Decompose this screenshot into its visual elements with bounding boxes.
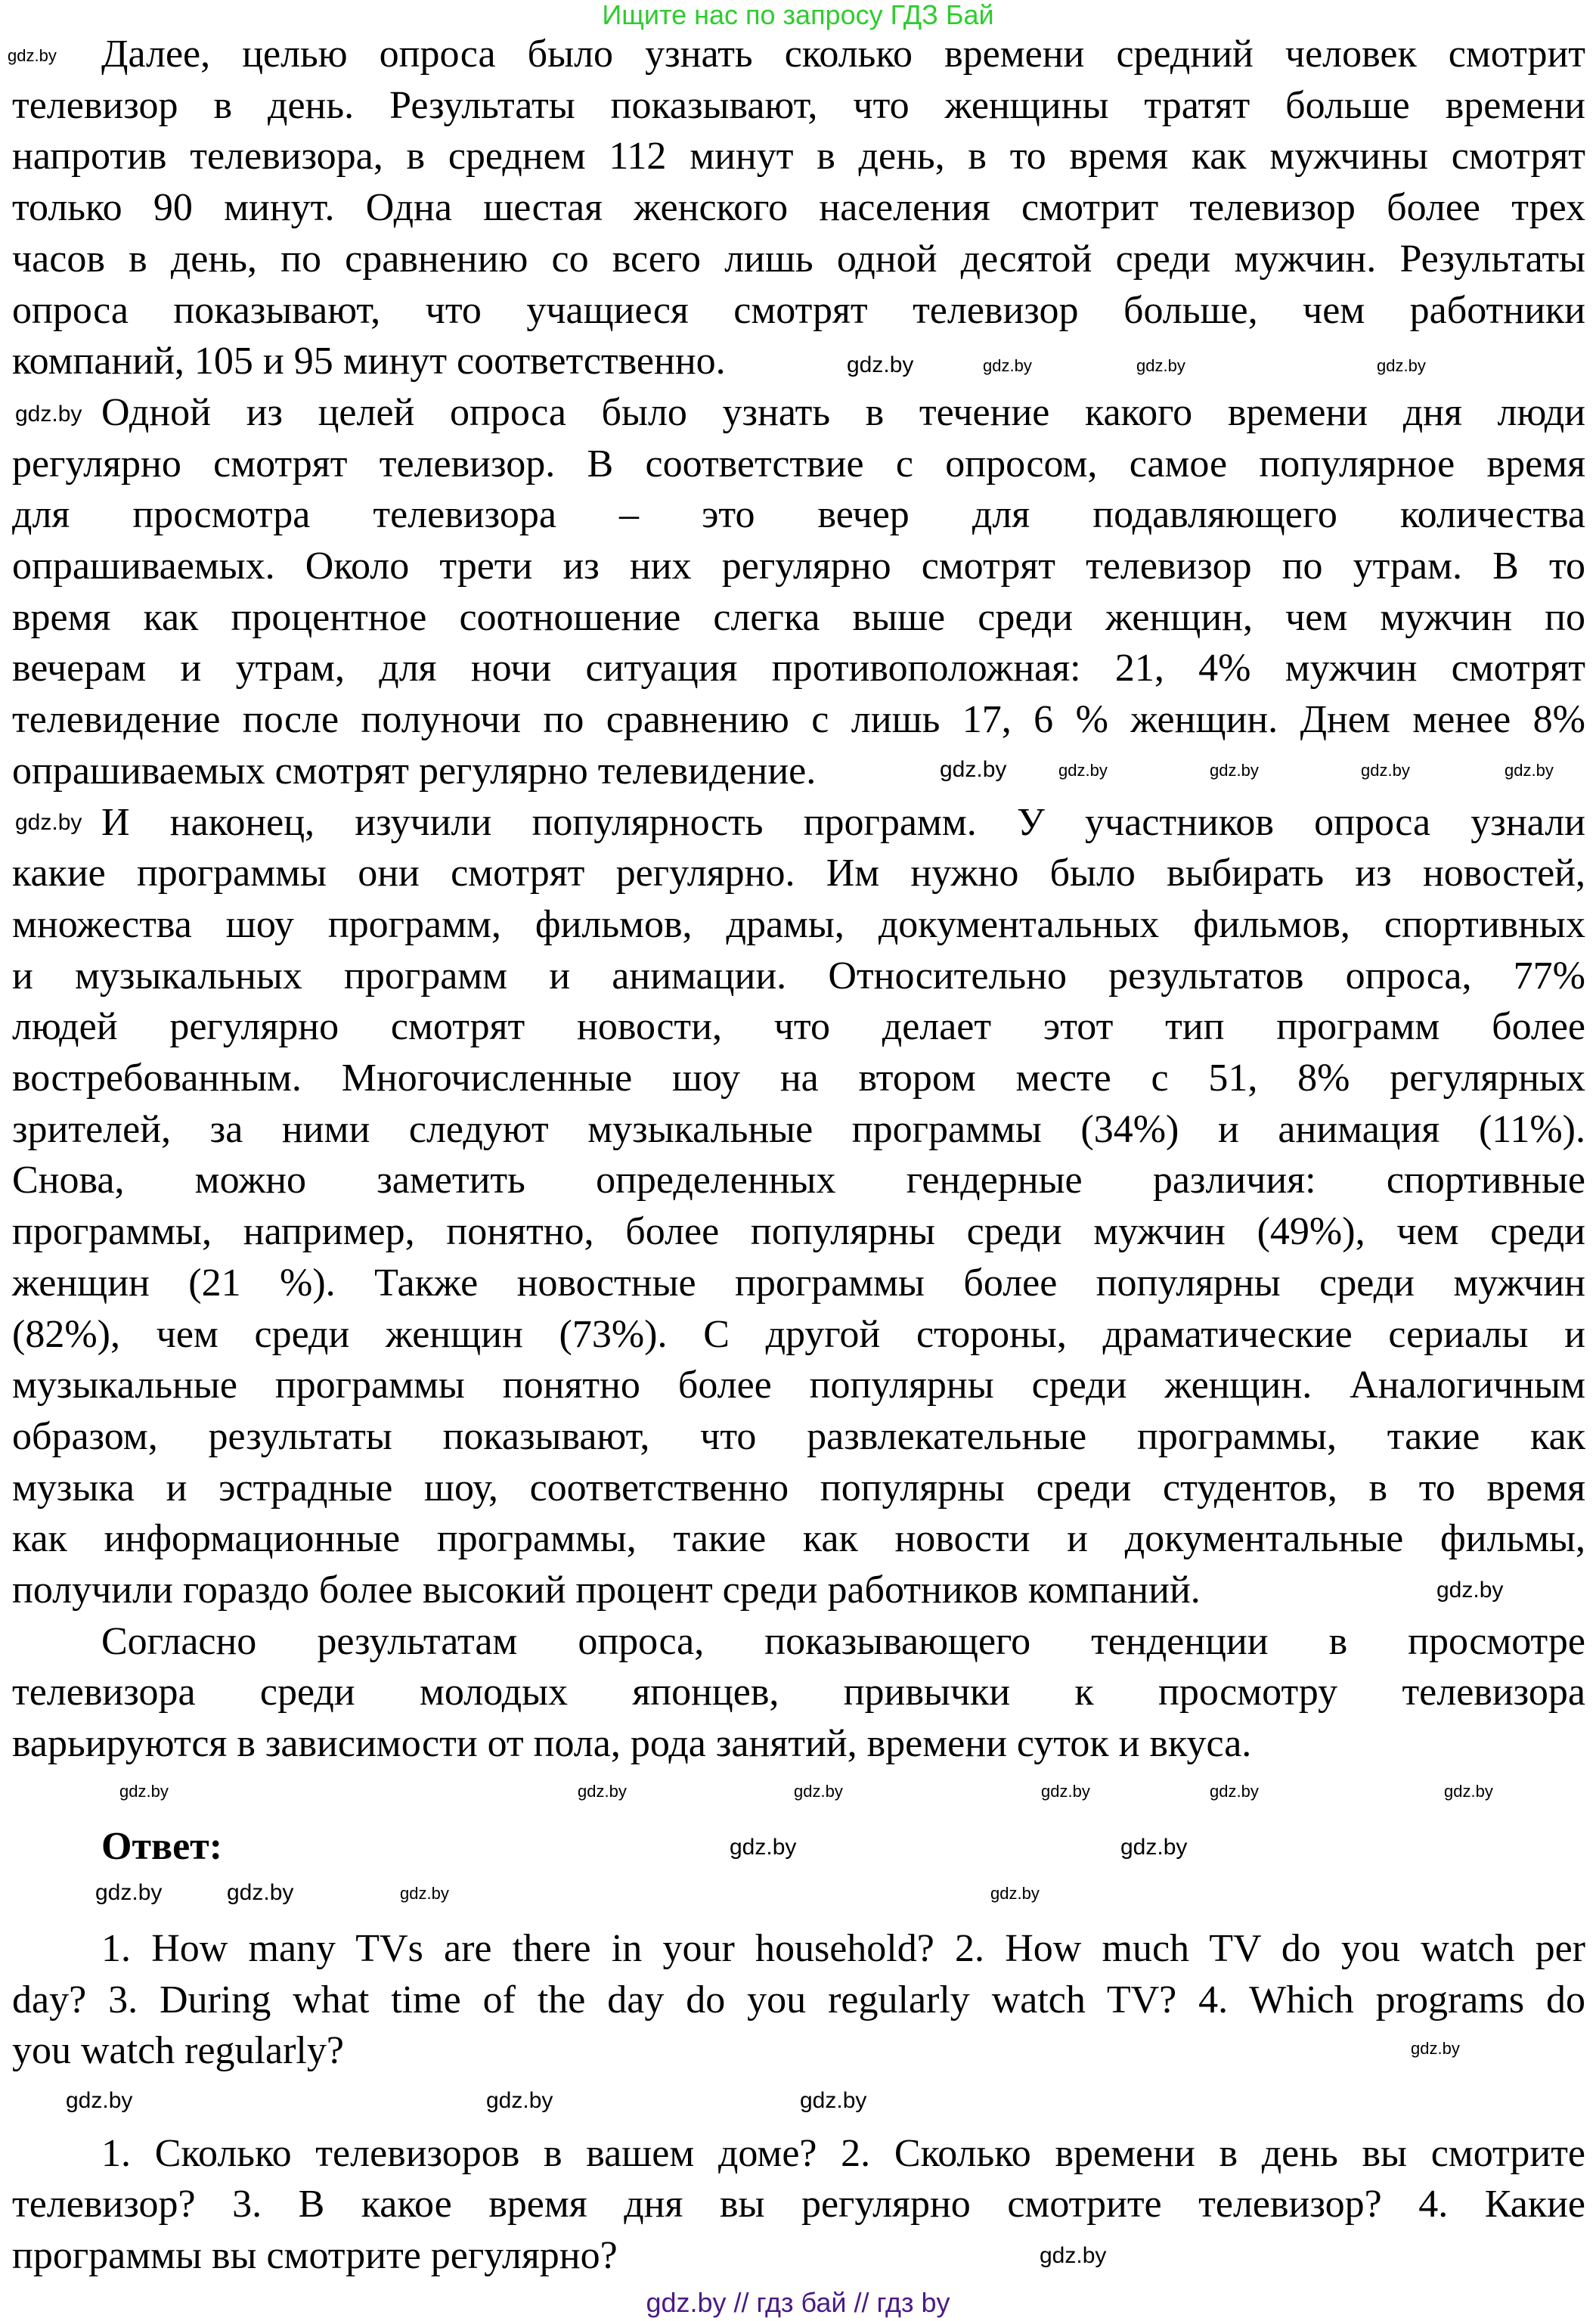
paragraph-line: музыкальные программы понятно более популярны среди женщин. Аналогичным <box>12 1364 1585 1407</box>
watermark-text: gdz.by <box>1210 761 1259 780</box>
paragraph-line: компаний, 105 и 95 минут соответственно. <box>12 340 726 383</box>
paragraph-line: женщин (21 %). Также новостные программы более популярны среди мужчин <box>12 1261 1585 1305</box>
watermark-text: gdz.by <box>1411 2039 1460 2058</box>
footer-links[interactable]: gdz.by // гдз бай // гдз by <box>646 2287 950 2318</box>
paragraph-line: Согласно результатам опроса, показывающего тенденции в просмотре <box>101 1619 1585 1663</box>
paragraph-line: множества шоу программ, фильмов, драмы, документальных фильмов, спортивных <box>12 902 1585 946</box>
paragraph-line: только 90 минут. Одна шестая женского населения смотрит телевизор более трех <box>12 186 1585 230</box>
paragraph-line: программы вы смотрите регулярно? <box>12 2234 618 2278</box>
paragraph-line: 1. How many TVs are there in your household? 2. How much TV do you watch per <box>101 1926 1585 1970</box>
watermark-text: gdz.by <box>578 1782 627 1801</box>
paragraph-line: программы, например, понятно, более популярны среди мужчин (49%), чем среди <box>12 1210 1585 1254</box>
paragraph-line: day? 3. During what time of the day do you regularly watch TV? 4. Which programs do <box>12 1978 1585 2022</box>
watermark-text: gdz.by <box>1058 761 1108 780</box>
watermark-text: gdz.by <box>1444 1782 1493 1801</box>
watermark-text: gdz.by <box>1136 356 1185 375</box>
paragraph-line: как информационные программы, такие как новости и документальные фильмы, <box>12 1517 1585 1561</box>
watermark-text: gdz.by <box>119 1782 169 1801</box>
watermark-text: gdz.by <box>227 1880 294 1905</box>
paragraph-line: востребованным. Многочисленные шоу на втором месте с 51, 8% регулярных <box>12 1057 1585 1100</box>
paragraph-line: телевизор в день. Результаты показывают, что женщины тратят больше времени <box>12 83 1585 127</box>
watermark-text: gdz.by <box>730 1835 797 1860</box>
paragraph-line: Одной из целей опроса было узнать в течение какого времени дня люди <box>101 390 1585 434</box>
watermark-text: gdz.by <box>1436 1578 1504 1603</box>
paragraph-line: и музыкальных программ и анимации. Относительно результатов опроса, 77% <box>12 954 1585 998</box>
watermark-text: gdz.by <box>1361 761 1410 780</box>
watermark-text: gdz.by <box>800 2088 867 2113</box>
paragraph-line: телевизора среди молодых японцев, привычки к просмотру телевизора <box>12 1671 1585 1714</box>
paragraph-line: опрашиваемых. Около трети из них регулярно смотрят телевизор по утрам. В то <box>12 545 1585 588</box>
paragraph-line: образом, результаты показывают, что развлекательные программы, такие как <box>12 1414 1585 1458</box>
paragraph-line: И наконец, изучили популярность программ. У участников опроса узнали <box>101 800 1585 844</box>
watermark-text: gdz.by <box>794 1782 843 1801</box>
paragraph-line: музыка и эстрадные шоу, соответственно популярны среди студентов, в то время <box>12 1466 1585 1510</box>
paragraph-line: какие программы они смотрят регулярно. Им нужно было выбирать из новостей, <box>12 852 1585 895</box>
watermark-text: gdz.by <box>15 810 82 835</box>
watermark-text: gdz.by <box>1120 1835 1188 1860</box>
paragraph-line: Снова, можно заметить определенных гендерные различия: спортивные <box>12 1159 1585 1202</box>
paragraph-line: время как процентное соотношение слегка выше среди женщин, чем мужчин по <box>12 595 1585 639</box>
watermark-text: gdz.by <box>15 402 82 427</box>
watermark-text: gdz.by <box>1505 761 1554 780</box>
paragraph-line: Далее, целью опроса было узнать сколько времени средний человек смотрит <box>101 33 1585 76</box>
paragraph-line: телевизор? 3. В какое время дня вы регулярно смотрите телевизор? 4. Какие <box>12 2183 1585 2226</box>
watermark-text: gdz.by <box>940 757 1007 782</box>
search-hint-banner: Ищите нас по запросу ГДЗ Бай <box>602 0 994 30</box>
watermark-text: gdz.by <box>1041 1782 1090 1801</box>
paragraph-line: вечерам и утрам, для ночи ситуация противоположная: 21, 4% мужчин смотрят <box>12 647 1585 690</box>
paragraph-line: телевидение после полуночи по сравнению с лишь 17, 6 % женщин. Днем менее 8% <box>12 698 1585 742</box>
watermark-text: gdz.by <box>1210 1782 1259 1801</box>
watermark-text: gdz.by <box>95 1880 163 1905</box>
watermark-text: gdz.by <box>1040 2243 1107 2268</box>
paragraph-line: варьируются в зависимости от пола, рода занятий, времени суток и вкуса. <box>12 1722 1252 1766</box>
paragraph-line: зрителей, за ними следуют музыкальные программы (34%) и анимация (11%). <box>12 1107 1585 1151</box>
paragraph-line: людей регулярно смотрят новости, что делает этот тип программ более <box>12 1005 1585 1049</box>
paragraph-line: для просмотра телевизора – это вечер для подавляющего количества <box>12 493 1585 537</box>
watermark-text: gdz.by <box>983 356 1032 375</box>
paragraph-line: напротив телевизора, в среднем 112 минут в день, в то время как мужчины смотрят <box>12 135 1585 178</box>
paragraph-line: опрашиваемых смотрят регулярно телевидение. <box>12 749 817 793</box>
paragraph-line: you watch regularly? <box>12 2029 344 2073</box>
answer-heading: Ответ: <box>101 1824 223 1868</box>
watermark-text: gdz.by <box>8 46 57 65</box>
watermark-text: gdz.by <box>1377 356 1426 375</box>
paragraph-line: (82%), чем среди женщин (73%). С другой стороны, драматические сериалы и <box>12 1312 1585 1356</box>
watermark-text: gdz.by <box>66 2088 133 2113</box>
paragraph-line: часов в день, по сравнению со всего лишь одной десятой среди мужчин. Результаты <box>12 237 1585 281</box>
watermark-text: gdz.by <box>486 2088 553 2113</box>
watermark-text: gdz.by <box>400 1884 449 1903</box>
paragraph-line: регулярно смотрят телевизор. В соответствие с опросом, самое популярное время <box>12 442 1585 486</box>
watermark-text: gdz.by <box>990 1884 1040 1903</box>
paragraph-line: опроса показывают, что учащиеся смотрят телевизор больше, чем работники <box>12 288 1585 332</box>
paragraph-line: получили гораздо более высокий процент среди работников компаний. <box>12 1569 1201 1612</box>
paragraph-line: 1. Сколько телевизоров в вашем доме? 2. Сколько времени в день вы смотрите <box>101 2131 1585 2175</box>
watermark-text: gdz.by <box>847 352 914 377</box>
